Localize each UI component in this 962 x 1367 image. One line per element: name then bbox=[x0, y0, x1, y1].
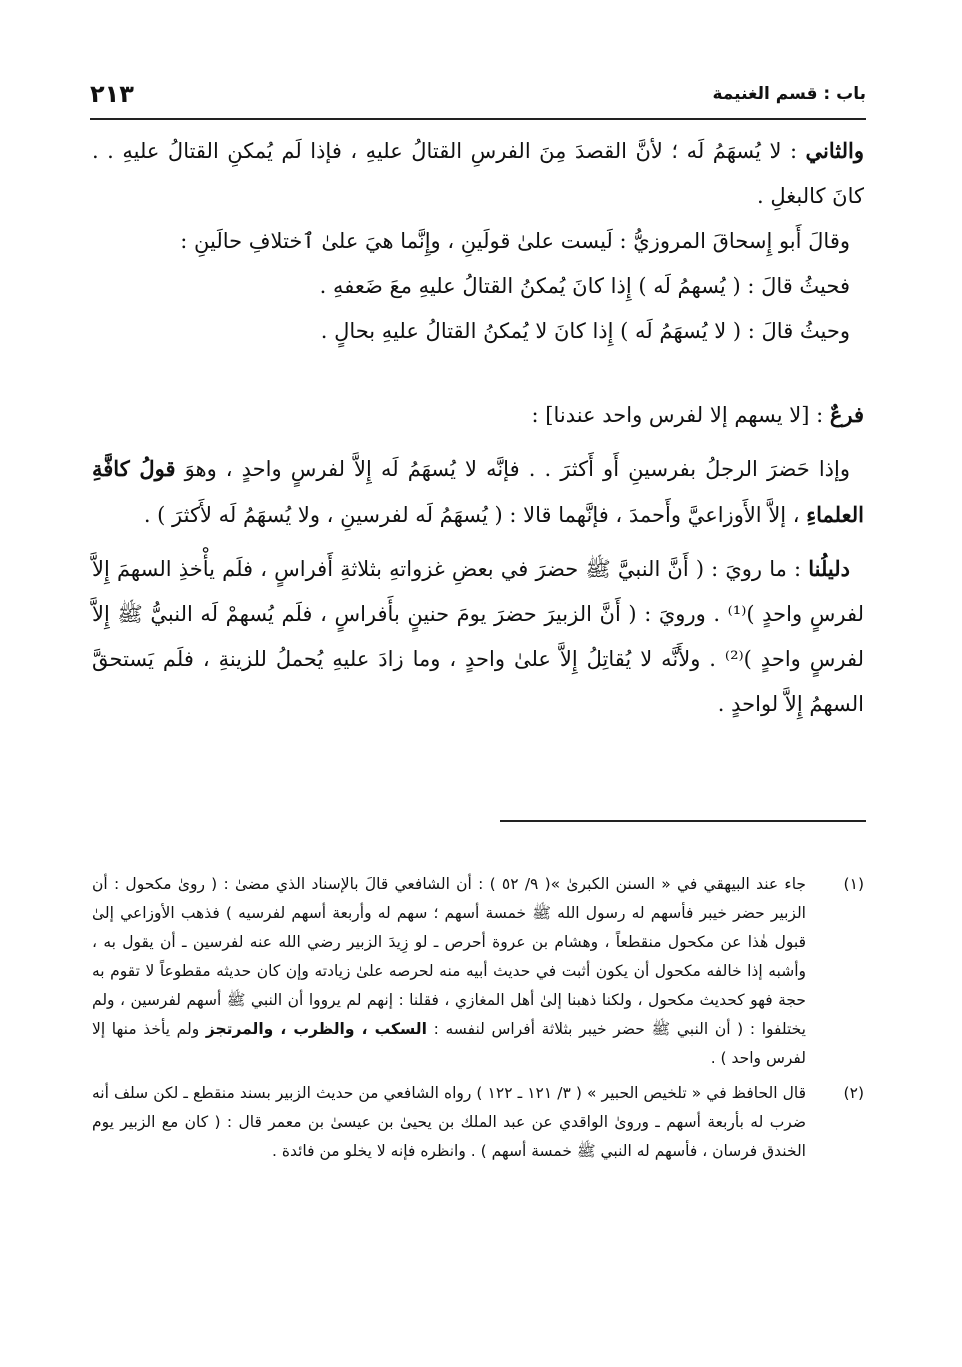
paragraph-second-opinion bbox=[92, 128, 864, 219]
footnote-number: (٢) bbox=[843, 1084, 864, 1102]
branch-heading bbox=[92, 392, 864, 438]
page-number: ٢١٣ bbox=[90, 80, 134, 108]
branch-lead: فرعٌ bbox=[829, 402, 864, 427]
paragraph-case-two: وحيثُ قالَ : ( لا يُسهَمُ لَه ) إِذا كانَ لا يُمكنُ القتالُ عليهِ بحالٍ . bbox=[320, 319, 850, 343]
evidence-text: : ما رويَ : ( أَنَّ النبيَّ ﷺ حضرَ في بعضِ غزواتهِ بثلاثةِ أَفراسٍ ، فلَم يأْخذِ السهمَ إِلاَّ لفرسٍ واحدٍ )⁽¹⁾ . ورويَ : ( أَنَّ الزبيرَ حضرَ يومَ حنينٍ بأَفراسٍ ، فلَم يُسهمْ لَه النبيُّ ﷺ إِلاَّ لفرسٍ واحدٍ )⁽²⁾ . ولأَنَّه لا يُقاتِلُ إِلاَّ علىٰ واحدٍ ، وما زادَ عليهِ يُحملُ للزينةِ ، فلَم يَستحقَّ السهمُ إِلاَّ لواحدٍ . bbox=[92, 557, 864, 716]
branch-title: : [لا يسهم إلا لفرس واحد عندنا] : bbox=[531, 403, 830, 427]
evidence-lead: دليلُنا bbox=[808, 556, 850, 581]
footnote bbox=[92, 870, 864, 1073]
footnote-separator bbox=[500, 820, 866, 822]
footnote-text: جاء عند البيهقي في « السنن الكبرىٰ »( ٩/ ٥٢ ) : أن الشافعي قالَ بالإسناد الذي مضىٰ : ( روىٰ مكحول : أن الزبير حضر خيبر فأسهم له رسول الله ﷺ خمسة أسهم ؛ سهم له وأربعة أسهم لفرسيه ) فذهب الأوزاعي إلىٰ قبول هٰذا عن مكحول منقطعاً ، وهشام بن عروة أحرص ـ لو زِيدَ الزبير رضي الله عنه لفرسين ـ أن يقول به ، وأشبه إذا خالفه مكحول أن يكون أثبت في حديث أبيه منه لحرصه علىٰ زيادته وإن كان حديثه مقطوعاً لا تقوم به حجة فهو كحديث مكحول ، ولكنا ذهبنا إلىٰ أهل المغازي ، فقلنا : إنهم لم يرووا أن النبي ﷺ أسهم لفرسين ، ولم يختلفوا : ( أن النبي ﷺ حضر خيبر بثلاثة أفراس لنفسه : السكب ، والظرب ، والمرتجز ولم يأخذ منها إلا لفرس واحد ) . bbox=[92, 875, 807, 1067]
paragraph-two-horses: وإذا حَضرَ الرجلُ بفرسينِ أَو أَكثرَ . . فإنَّه لا يُسهَمُ لَه إِلاَّ لفرسٍ واحدٍ ، وهوَ قولُ كافَّةِ العلماءِ ، إلاَّ الأَوزاعيَّ وأَحمدَ ، فإنَّهما قالا : ( يُسهَمُ لَه لفرسينِ ، ولا يُسهَمُ لَه لأَكثرَ ) . bbox=[92, 456, 864, 527]
footnote-number: (١) bbox=[843, 875, 864, 893]
paragraph-text: : لا يُسهَمُ لَه ؛ لأنَّ القصدَ مِنَ الفرسِ القتالُ عليهِ ، فإذا لَم يُمكنِ القتالُ عليهِ . . كانَ كالبغلِ . bbox=[92, 139, 864, 208]
bold-phrase: قولُ كافَّةِ العلماءِ bbox=[92, 456, 864, 527]
lead-word: والثاني bbox=[805, 138, 864, 163]
main-text bbox=[92, 128, 864, 727]
footnotes bbox=[92, 870, 864, 1166]
footnote bbox=[92, 1079, 864, 1166]
header-rule bbox=[90, 118, 866, 120]
chapter-title: باب : قسم الغنيمة bbox=[712, 84, 866, 104]
paragraph-evidence bbox=[92, 546, 864, 727]
paragraph-case-one: فحيثُ قالَ : ( يُسهمُ لَه ) إِذا كانَ يُمكنُ القتالُ عليهِ معَ ضَعفهِ . bbox=[319, 274, 850, 298]
paragraph-marwazi: وقالَ أَبو إِسحاقَ المروزيُّ : لَيست علىٰ قولَينِ ، وإِنَّما هيَ علىٰ ٱختلافِ حالَينِ : bbox=[180, 229, 850, 253]
footnote-text: قال الحافظ في « تلخيص الحبير » ( ٣/ ١٢١ ـ ١٢٢ ) رواه الشافعي من حديث الزبير بسند منقطع ـ لكن سلف أنه ضرب له بأربعة أسهم ـ وروىٰ الواقدي عن عبد الملك بن يحيىٰ بن عيسىٰ بن معمر قال : ( كان مع الزبير يوم الخندق فرسان ، فأسهم له النبي ﷺ خمسة أسهم ) . وانظره فإنه لا يخلو من فائدة . bbox=[92, 1084, 806, 1160]
footnote-bold: السكب ، والظرب ، والمرتجز bbox=[205, 1020, 427, 1038]
running-header bbox=[90, 80, 866, 114]
